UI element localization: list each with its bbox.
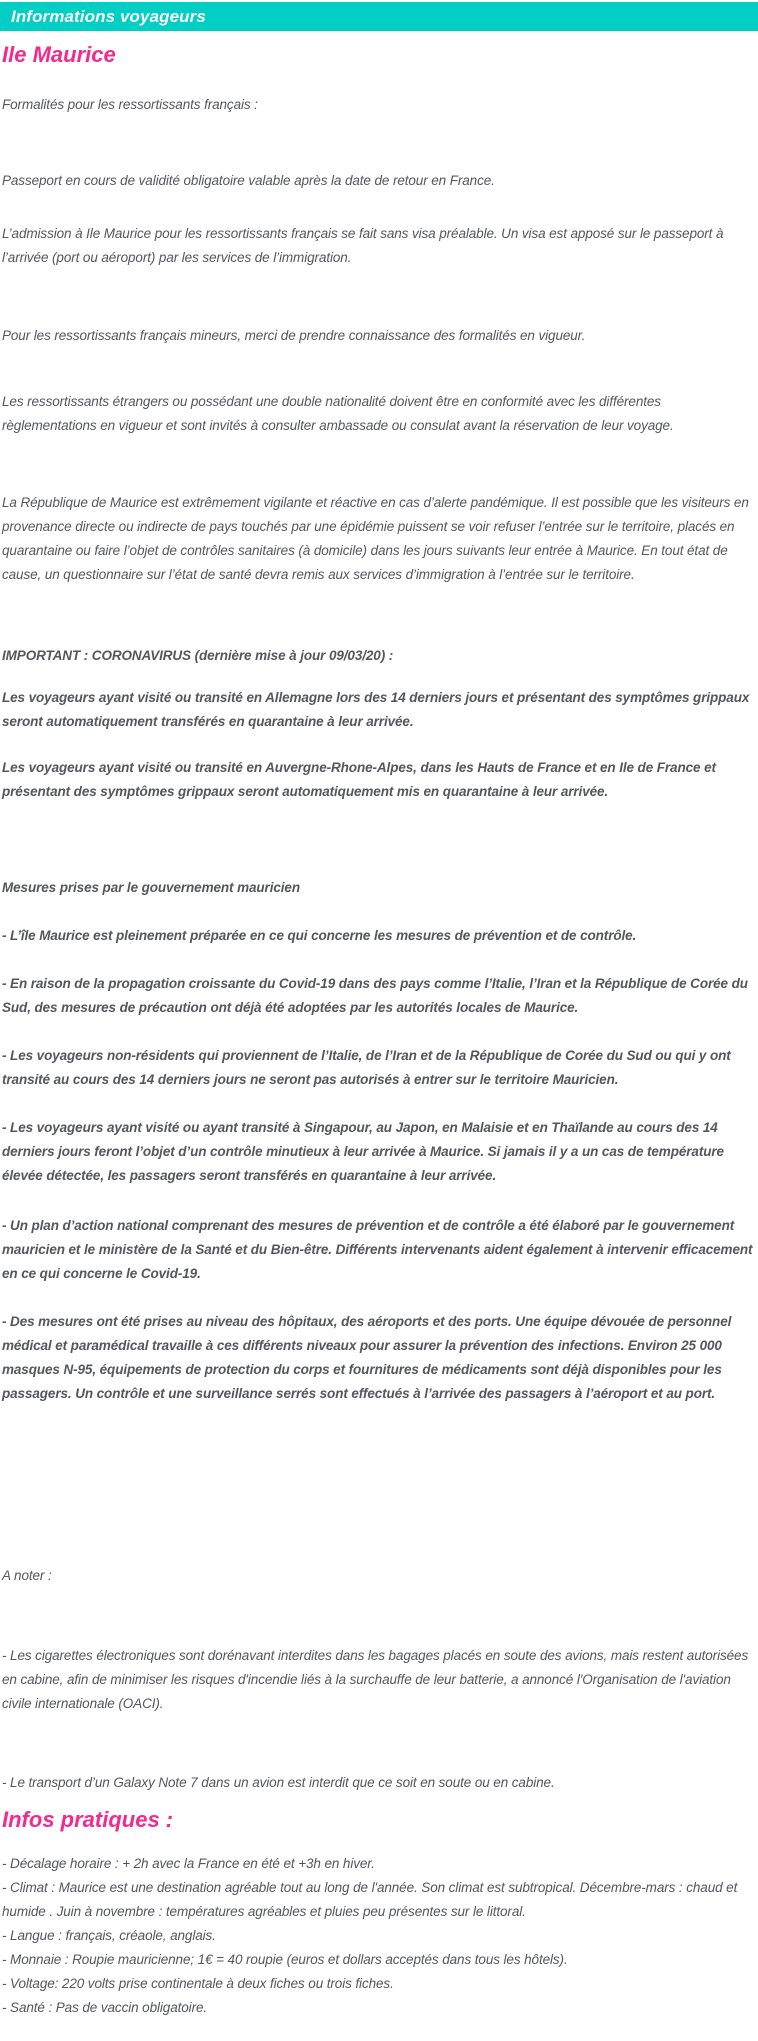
paragraph-republique: La République de Maurice est extrêmement vigilante et réactive en cas d’alerte pandémique. Il est possible que les visiteurs en provenance directe ou indirecte de pays touchés par une épidémie puissent se voir refuser l’entrée sur le territoire, placés en quarantaine ou faire l’objet de contrôles sanitaires (à domicile) dans les jours suivants leur entrée à Maurice. En tout état de cause, un questionnaire sur l’état de santé devra remis aux services d’immigration à l’entrée sur le territoire. — [2, 495, 749, 582]
info-line: - Décalage horaire : + 2h avec la France en été et +3h en hiver. — [2, 1856, 375, 1871]
paragraphs-container — [2, 93, 754, 1795]
info-line: - Santé : Pas de vaccin obligatoire. — [2, 2000, 208, 2015]
paragraph-etrangers: Les ressortissants étrangers ou possédant une double nationalité doivent être en conformité avec les différentes règlementations en vigueur et sont invités à consulter ambassade ou consulat avant la réservation de leur voyage. — [2, 394, 674, 433]
info-line: - Climat : Maurice est une destination agréable tout au long de l'année. Son climat est subtropical. Décembre-mars : chaud et humide . Juin à novembre : températures agréables et pluies peu présentes sur le littoral. — [2, 1880, 738, 1919]
paragraph-passeport: Passeport en cours de validité obligatoire valable après la date de retour en France. — [2, 173, 495, 188]
info-line: - Monnaie : Roupie mauricienne; 1€ = 40 roupie (euros et dollars acceptés dans tous les hôtels). — [2, 1952, 568, 1967]
info-line: - Langue : français, créaole, anglais. — [2, 1928, 216, 1943]
paragraph-raison: - En raison de la propagation croissante du Covid-19 dans des pays comme l’Italie, l’Iran et la République de Corée du Sud, des mesures de précaution ont déjà été adoptées par les autorités locales de Maurice. — [2, 976, 748, 1015]
paragraph-formalites: Formalités pour les ressortissants français : — [2, 97, 258, 112]
page-title: Ile Maurice — [2, 42, 116, 67]
section-header-title: Informations voyageurs — [11, 6, 206, 26]
section-header-bar — [0, 2, 758, 31]
paragraph-nonresidents: - Les voyageurs non-résidents qui proviennent de l’Italie, de l’Iran et de la République de Corée du Sud ou qui y ont transité au cours des 14 derniers jours ne seront pas autorisés à entrer sur le territoire Mauricien. — [2, 1048, 731, 1087]
paragraph-auvergne: Les voyageurs ayant visité ou transité en Auvergne-Rhone-Alpes, dans les Hauts de France et en Ile de France et présentant des symptômes grippaux seront automatiquement mis en quarantaine à leur arrivée. — [2, 760, 716, 799]
infos-pratiques-title: Infos pratiques : — [2, 1807, 174, 1832]
paragraph-ile: - L’île Maurice est pleinement préparée en ce qui concerne les mesures de prévention et de contrôle. — [2, 928, 637, 943]
paragraph-cigarettes: - Les cigarettes électroniques sont dorénavant interdites dans les bagages placés en soute des avions, mais restent autorisées en cabine, afin de minimiser les risques d'incendie liés à la surchauffe de leur batterie, a annoncé l'Organisation de l'aviation civile internationale (OACI). — [2, 1648, 749, 1711]
travel-info-page — [0, 2, 758, 2020]
info-line: - Voltage: 220 volts prise continentale à deux fiches ou trois fiches. — [2, 1976, 394, 1991]
content-area — [0, 41, 758, 2020]
paragraph-galaxy: - Le transport d’un Galaxy Note 7 dans un avion est interdit que ce soit en soute ou en cabine. — [2, 1775, 555, 1790]
paragraph-anoter: A noter : — [2, 1568, 52, 1583]
paragraph-mesures: Mesures prises par le gouvernement mauricien — [2, 880, 300, 895]
paragraph-allemagne: Les voyageurs ayant visité ou transité en Allemagne lors des 14 derniers jours et présentant des symptômes grippaux seront automatiquement transférés en quarantaine à leur arrivée. — [2, 690, 750, 729]
infos-pratiques-list — [2, 1852, 754, 2020]
paragraph-admission: L’admission à Ile Maurice pour les ressortissants français se fait sans visa préalable. Un visa est apposé sur le passeport à l’arrivée (port ou aéroport) par les services de l’immigration. — [2, 226, 724, 265]
paragraph-plan: - Un plan d’action national comprenant des mesures de prévention et de contrôle a été élaboré par le gouvernement mauricien et le ministère de la Santé et du Bien-être. Différents intervenants aident également à intervenir efficacement en ce qui concerne le Covid-19. — [2, 1218, 753, 1281]
paragraph-singapour: - Les voyageurs ayant visité ou ayant transité à Singapour, au Japon, en Malaisie et en Thaïlande au cours des 14 derniers jours feront l’objet d’un contrôle minutieux à leur arrivée à Maurice. Si jamais il y a un cas de température élevée détectée, les passagers seront transférés en quarantaine à leur arrivée. — [2, 1120, 724, 1183]
paragraph-important: IMPORTANT : CORONAVIRUS (dernière mise à jour 09/03/20) : — [2, 648, 394, 663]
paragraph-desmesures: - Des mesures ont été prises au niveau des hôpitaux, des aéroports et des ports. Une équipe dévouée de personnel médical et paramédical travaille à ces différents niveaux pour assurer la prévention des infections. Environ 25 000 masques N-95, équipements de protection du corps et fournitures de médicaments sont déjà disponibles pour les passagers. Un contrôle et une surveillance serrés sont effectués à l’arrivée des passagers à l’aéroport et au port. — [2, 1314, 732, 1401]
paragraph-mineurs: Pour les ressortissants français mineurs, merci de prendre connaissance des formalités en vigueur. — [2, 328, 586, 343]
